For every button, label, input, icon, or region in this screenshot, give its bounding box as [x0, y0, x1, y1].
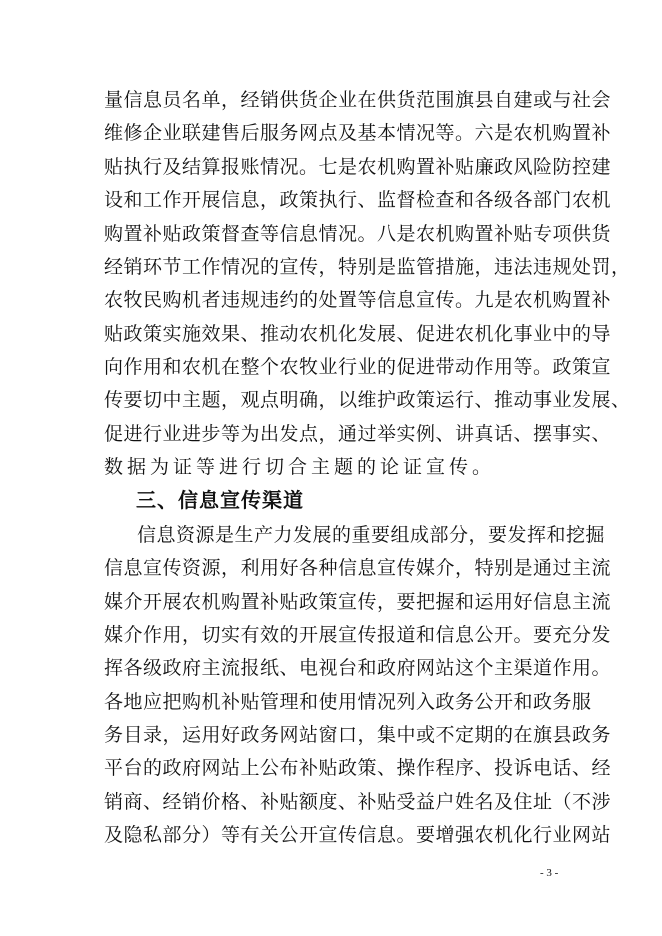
text-line: 信息宣传资源，利用好各种信息宣传媒介，特别是通过主流 [104, 557, 612, 579]
text-line: 各地应把购机补贴管理和使用情况列入政务公开和政务服 [104, 691, 592, 713]
text-line: 维修企业联建售后服务网点及基本情况等。六是农机购置补 [104, 122, 612, 144]
text-line: 信息资源是生产力发展的重要组成部分，要发挥和挖掘 [137, 524, 606, 546]
text-line: 贴执行及结算报账情况。七是农机购置补贴廉政风险防控建 [104, 156, 612, 178]
text-line: 传要切中主题，观点明确，以维护政策运行、推动事业发展、 [104, 389, 631, 411]
text-line: 贴政策实施效果、推动农机化发展、促进农机化事业中的导 [104, 323, 612, 345]
text-line: 促进行业进步等为出发点，通过举实例、讲真话、摆事实、 [104, 423, 612, 445]
text-line: 设和工作开展信息，政策执行、监督检查和各级各部门农机 [104, 189, 612, 211]
text-line: 量信息员名单，经销供货企业在供货范围旗县自建或与社会 [104, 89, 612, 111]
text-line: 务目录，运用好政务网站窗口，集中或不定期的在旗县政务 [104, 724, 612, 746]
text-line: 农牧民购机者违规违约的处置等信息宣传。九是农机购置补 [104, 289, 612, 311]
page-number: - 3 - [540, 867, 559, 879]
text-line: 购置补贴政策督查等信息情况。八是农机购置补贴专项供货 [104, 223, 612, 245]
text-line: 数据为证等进行切合主题的论证宣传。 [104, 456, 496, 478]
text-line: 向作用和农机在整个农牧业行业的促进带动作用等。政策宣 [104, 356, 612, 378]
text-line: 挥各级政府主流报纸、电视台和政府网站这个主渠道作用。 [104, 657, 612, 679]
text-line: 经销环节工作情况的宣传，特别是监管措施，违法违规处罚， [104, 256, 631, 278]
text-line: 及隐私部分）等有关公开宣传信息。要增强农机化行业网站 [104, 824, 612, 846]
text-line: 销商、经销价格、补贴额度、补贴受益户姓名及住址（不涉 [104, 791, 612, 813]
text-line: 媒介作用，切实有效的开展宣传报道和信息公开。要充分发 [104, 624, 612, 646]
text-line: 媒介开展农机购置补贴政策宣传，要把握和运用好信息主流 [104, 591, 612, 613]
section-heading: 三、信息宣传渠道 [136, 488, 304, 512]
text-line: 平台的政府网站上公布补贴政策、操作程序、投诉电话、经 [104, 757, 612, 779]
